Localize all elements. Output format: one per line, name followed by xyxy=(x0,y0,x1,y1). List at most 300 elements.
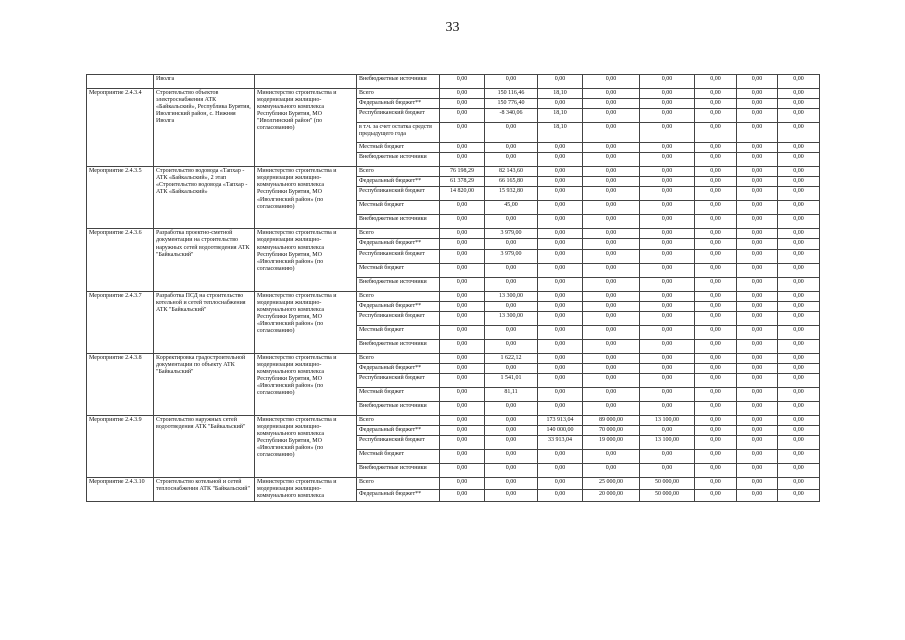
amount-cell: 0,00 xyxy=(695,75,737,89)
funding-source-cell: Федеральный бюджет** xyxy=(357,99,440,109)
amount-cell: 0,00 xyxy=(440,353,485,363)
amount-cell: 61 378,29 xyxy=(440,177,485,187)
amount-cell: 0,00 xyxy=(695,301,737,311)
amount-cell: 0,00 xyxy=(485,215,538,229)
amount-cell: 76 198,29 xyxy=(440,167,485,177)
funding-source-cell: Внебюджетные источники xyxy=(357,277,440,291)
amount-cell: 50 000,00 xyxy=(640,490,695,502)
amount-cell: 0,00 xyxy=(440,291,485,301)
amount-cell: 0,00 xyxy=(737,177,778,187)
amount-cell: 0,00 xyxy=(737,464,778,478)
amount-cell: 0,00 xyxy=(583,325,640,339)
amount-cell: 0,00 xyxy=(640,143,695,153)
amount-cell: 0,00 xyxy=(778,123,820,143)
amount-cell: 0,00 xyxy=(640,387,695,401)
amount-cell: 0,00 xyxy=(440,75,485,89)
table-row xyxy=(87,229,820,239)
amount-cell: 0,00 xyxy=(583,99,640,109)
amount-cell: 0,00 xyxy=(640,339,695,353)
amount-cell: 0,00 xyxy=(440,363,485,373)
amount-cell: 0,00 xyxy=(440,277,485,291)
amount-cell: 0,00 xyxy=(583,89,640,99)
amount-cell: 0,00 xyxy=(778,401,820,415)
amount-cell: 0,00 xyxy=(778,387,820,401)
amount-cell: 0,00 xyxy=(583,249,640,263)
amount-cell: 0,00 xyxy=(538,373,583,387)
measure-name-cell: Корректировка градостроительной документации по объекту АТК "Байкальский" xyxy=(154,353,255,415)
amount-cell: 0,00 xyxy=(440,415,485,425)
amount-cell: 0,00 xyxy=(695,363,737,373)
amount-cell: 0,00 xyxy=(538,464,583,478)
amount-cell: 0,00 xyxy=(440,301,485,311)
amount-cell: 0,00 xyxy=(538,401,583,415)
amount-cell: 0,00 xyxy=(737,89,778,99)
amount-cell: 0,00 xyxy=(778,229,820,239)
amount-cell: 0,00 xyxy=(737,311,778,325)
amount-cell: 0,00 xyxy=(440,249,485,263)
amount-cell: 0,00 xyxy=(538,177,583,187)
amount-cell: 0,00 xyxy=(485,464,538,478)
amount-cell: 0,00 xyxy=(485,415,538,425)
amount-cell: 0,00 xyxy=(440,99,485,109)
amount-cell: 0,00 xyxy=(695,490,737,502)
amount-cell: 0,00 xyxy=(737,75,778,89)
amount-cell: 0,00 xyxy=(737,249,778,263)
amount-cell: 0,00 xyxy=(778,99,820,109)
amount-cell: 0,00 xyxy=(737,415,778,425)
funding-source-cell: Республиканский бюджет xyxy=(357,187,440,201)
amount-cell: 173 913,04 xyxy=(538,415,583,425)
amount-cell: 0,00 xyxy=(440,123,485,143)
amount-cell: 0,00 xyxy=(538,277,583,291)
amount-cell: 18,10 xyxy=(538,109,583,123)
amount-cell: 0,00 xyxy=(485,363,538,373)
amount-cell: 0,00 xyxy=(640,109,695,123)
responsible-cell: Министерство строительства и модернизации жилищно-коммунального комплекса Республики Бурятия, МО «Иволгинский район» (по согласованию) xyxy=(255,167,357,229)
amount-cell: 3 979,00 xyxy=(485,229,538,239)
amount-cell: 0,00 xyxy=(640,167,695,177)
amount-cell: 66 165,80 xyxy=(485,177,538,187)
amount-cell: 0,00 xyxy=(538,229,583,239)
amount-cell: 0,00 xyxy=(778,239,820,249)
amount-cell: 0,00 xyxy=(485,153,538,167)
amount-cell: 0,00 xyxy=(737,339,778,353)
funding-source-cell: Республиканский бюджет xyxy=(357,436,440,450)
amount-cell: 0,00 xyxy=(640,123,695,143)
amount-cell: 0,00 xyxy=(737,277,778,291)
amount-cell: 0,00 xyxy=(737,263,778,277)
funding-source-cell: Республиканский бюджет xyxy=(357,373,440,387)
amount-cell: 0,00 xyxy=(737,239,778,249)
amount-cell: 13 300,00 xyxy=(485,311,538,325)
amount-cell: 0,00 xyxy=(695,291,737,301)
amount-cell: 0,00 xyxy=(778,301,820,311)
amount-cell: 0,00 xyxy=(583,229,640,239)
amount-cell: 0,00 xyxy=(778,311,820,325)
funding-source-cell: Местный бюджет xyxy=(357,263,440,277)
amount-cell: 0,00 xyxy=(440,311,485,325)
amount-cell: 0,00 xyxy=(778,143,820,153)
amount-cell: 0,00 xyxy=(440,373,485,387)
measure-name-cell: Разработка проектно-сметной документации на строительство наружных сетей водоотведения АТК "Байкальский" xyxy=(154,229,255,291)
amount-cell: 0,00 xyxy=(640,99,695,109)
amount-cell: 0,00 xyxy=(737,436,778,450)
amount-cell: 0,00 xyxy=(440,464,485,478)
amount-cell: 0,00 xyxy=(737,425,778,435)
table-row xyxy=(87,291,820,301)
amount-cell: 0,00 xyxy=(778,373,820,387)
amount-cell: 0,00 xyxy=(640,311,695,325)
amount-cell: 0,00 xyxy=(695,249,737,263)
amount-cell: 0,00 xyxy=(640,464,695,478)
amount-cell: 0,00 xyxy=(538,301,583,311)
funding-source-cell: Внебюджетные источники xyxy=(357,339,440,353)
amount-cell: 0,00 xyxy=(583,143,640,153)
amount-cell: 0,00 xyxy=(538,99,583,109)
funding-source-cell: Республиканский бюджет xyxy=(357,109,440,123)
amount-cell: 0,00 xyxy=(695,311,737,325)
amount-cell: 0,00 xyxy=(538,75,583,89)
amount-cell: 19 000,00 xyxy=(583,436,640,450)
amount-cell: 0,00 xyxy=(778,153,820,167)
measure-number-cell: Мероприятие 2.4.3.4 xyxy=(87,89,154,167)
measure-number-cell: Мероприятие 2.4.3.5 xyxy=(87,167,154,229)
amount-cell: 0,00 xyxy=(778,353,820,363)
amount-cell: 0,00 xyxy=(440,325,485,339)
amount-cell: 25 000,00 xyxy=(583,478,640,490)
funding-source-cell: Федеральный бюджет** xyxy=(357,425,440,435)
amount-cell: 0,00 xyxy=(778,277,820,291)
amount-cell: 0,00 xyxy=(640,89,695,99)
amount-cell: 0,00 xyxy=(583,363,640,373)
amount-cell: 0,00 xyxy=(695,387,737,401)
amount-cell: 0,00 xyxy=(778,464,820,478)
amount-cell: 0,00 xyxy=(737,215,778,229)
amount-cell: 0,00 xyxy=(695,373,737,387)
measure-number-cell xyxy=(87,75,154,89)
amount-cell: 18,10 xyxy=(538,123,583,143)
amount-cell: 0,00 xyxy=(583,464,640,478)
table-row xyxy=(87,75,820,89)
measure-number-cell: Мероприятие 2.4.3.8 xyxy=(87,353,154,415)
amount-cell: 0,00 xyxy=(778,263,820,277)
funding-source-cell: Местный бюджет xyxy=(357,450,440,464)
funding-source-cell: Внебюджетные источники xyxy=(357,153,440,167)
amount-cell: 0,00 xyxy=(695,277,737,291)
amount-cell: 0,00 xyxy=(695,123,737,143)
amount-cell: 0,00 xyxy=(440,89,485,99)
funding-source-cell: Федеральный бюджет** xyxy=(357,301,440,311)
amount-cell: 0,00 xyxy=(583,263,640,277)
amount-cell: 0,00 xyxy=(583,301,640,311)
amount-cell: 81,11 xyxy=(485,387,538,401)
amount-cell: 0,00 xyxy=(440,401,485,415)
amount-cell: 0,00 xyxy=(778,478,820,490)
amount-cell: 0,00 xyxy=(640,291,695,301)
amount-cell: 70 000,00 xyxy=(583,425,640,435)
amount-cell: 0,00 xyxy=(737,153,778,167)
responsible-cell: Министерство строительства и модернизации жилищно-коммунального комплекса Республики Бурятия, МО «Иволгинский район» (по согласованию) xyxy=(255,353,357,415)
amount-cell: 0,00 xyxy=(538,187,583,201)
amount-cell: 0,00 xyxy=(583,75,640,89)
amount-cell: 0,00 xyxy=(695,99,737,109)
amount-cell: 0,00 xyxy=(583,109,640,123)
table-row xyxy=(87,353,820,363)
funding-source-cell: Всего xyxy=(357,167,440,177)
amount-cell: 0,00 xyxy=(737,167,778,177)
table-row xyxy=(87,89,820,99)
amount-cell: 0,00 xyxy=(695,239,737,249)
funding-source-cell: Внебюджетные источники xyxy=(357,75,440,89)
amount-cell: 0,00 xyxy=(695,325,737,339)
amount-cell: 0,00 xyxy=(737,401,778,415)
amount-cell: 0,00 xyxy=(695,339,737,353)
amount-cell: 0,00 xyxy=(695,229,737,239)
amount-cell: 0,00 xyxy=(778,215,820,229)
amount-cell: 0,00 xyxy=(778,89,820,99)
funding-source-cell: Федеральный бюджет** xyxy=(357,177,440,187)
measure-number-cell: Мероприятие 2.4.3.7 xyxy=(87,291,154,353)
amount-cell: 0,00 xyxy=(695,109,737,123)
amount-cell: 0,00 xyxy=(538,291,583,301)
funding-source-cell: Всего xyxy=(357,229,440,239)
amount-cell: 0,00 xyxy=(737,201,778,215)
amount-cell: 0,00 xyxy=(640,177,695,187)
funding-source-cell: Всего xyxy=(357,291,440,301)
amount-cell: 0,00 xyxy=(538,167,583,177)
amount-cell: 0,00 xyxy=(778,167,820,177)
funding-source-cell: Внебюджетные источники xyxy=(357,401,440,415)
amount-cell: 0,00 xyxy=(695,153,737,167)
amount-cell: 0,00 xyxy=(695,263,737,277)
amount-cell: 1 541,01 xyxy=(485,373,538,387)
page-number: 33 xyxy=(445,20,460,35)
amount-cell: 0,00 xyxy=(640,373,695,387)
amount-cell: 0,00 xyxy=(583,123,640,143)
amount-cell: 0,00 xyxy=(538,263,583,277)
amount-cell: 0,00 xyxy=(583,239,640,249)
amount-cell: -8 340,06 xyxy=(485,109,538,123)
amount-cell: 0,00 xyxy=(737,143,778,153)
funding-source-cell: Всего xyxy=(357,353,440,363)
funding-source-cell: в т.ч. за счет остатка средств предыдущего года xyxy=(357,123,440,143)
funding-source-cell: Республиканский бюджет xyxy=(357,311,440,325)
responsible-cell: Министерство строительства и модернизации жилищно-коммунального комплекса Республики Бурятия, МО «Иволгинский район» (по согласованию) xyxy=(255,415,357,477)
amount-cell: 0,00 xyxy=(640,75,695,89)
funding-source-cell: Внебюджетные источники xyxy=(357,215,440,229)
amount-cell: 0,00 xyxy=(695,353,737,363)
responsible-cell: Министерство строительства и модернизации жилищно-коммунального комплекса Республики Бурятия, МО "Иволгинский район" (по согласованию) xyxy=(255,89,357,167)
measure-name-cell: Разработка ПСД на строительство котельной и сетей теплоснабжения АТК "Байкальский" xyxy=(154,291,255,353)
amount-cell: 0,00 xyxy=(778,436,820,450)
amount-cell: 0,00 xyxy=(485,325,538,339)
amount-cell: 0,00 xyxy=(485,401,538,415)
amount-cell: 0,00 xyxy=(695,478,737,490)
amount-cell: 0,00 xyxy=(737,109,778,123)
funding-source-cell: Федеральный бюджет** xyxy=(357,363,440,373)
amount-cell: 0,00 xyxy=(640,353,695,363)
amount-cell: 0,00 xyxy=(538,201,583,215)
amount-cell: 0,00 xyxy=(695,450,737,464)
measure-number-cell: Мероприятие 2.4.3.6 xyxy=(87,229,154,291)
amount-cell: 0,00 xyxy=(440,239,485,249)
amount-cell: 0,00 xyxy=(440,387,485,401)
funding-source-cell: Федеральный бюджет** xyxy=(357,239,440,249)
amount-cell: 14 820,00 xyxy=(440,187,485,201)
funding-source-cell: Республиканский бюджет xyxy=(357,249,440,263)
amount-cell: 0,00 xyxy=(440,263,485,277)
funding-source-cell: Всего xyxy=(357,89,440,99)
amount-cell: 0,00 xyxy=(737,325,778,339)
amount-cell: 0,00 xyxy=(538,339,583,353)
amount-cell: 0,00 xyxy=(440,478,485,490)
amount-cell: 0,00 xyxy=(538,387,583,401)
amount-cell: 0,00 xyxy=(737,353,778,363)
amount-cell: 0,00 xyxy=(485,263,538,277)
funding-source-cell: Местный бюджет xyxy=(357,201,440,215)
amount-cell: 0,00 xyxy=(695,201,737,215)
amount-cell: 0,00 xyxy=(583,373,640,387)
amount-cell: 0,00 xyxy=(640,425,695,435)
amount-cell: 0,00 xyxy=(538,143,583,153)
amount-cell: 0,00 xyxy=(737,229,778,239)
amount-cell: 0,00 xyxy=(485,478,538,490)
amount-cell: 15 932,80 xyxy=(485,187,538,201)
amount-cell: 0,00 xyxy=(640,239,695,249)
amount-cell: 0,00 xyxy=(695,167,737,177)
amount-cell: 0,00 xyxy=(695,436,737,450)
amount-cell: 0,00 xyxy=(485,450,538,464)
amount-cell: 0,00 xyxy=(778,201,820,215)
amount-cell: 0,00 xyxy=(440,109,485,123)
amount-cell: 0,00 xyxy=(640,301,695,311)
amount-cell: 0,00 xyxy=(440,229,485,239)
amount-cell: 45,00 xyxy=(485,201,538,215)
amount-cell: 0,00 xyxy=(440,450,485,464)
amount-cell: 0,00 xyxy=(583,339,640,353)
amount-cell: 140 000,00 xyxy=(538,425,583,435)
amount-cell: 0,00 xyxy=(695,215,737,229)
amount-cell: 0,00 xyxy=(640,249,695,263)
amount-cell: 0,00 xyxy=(485,123,538,143)
amount-cell: 0,00 xyxy=(538,311,583,325)
amount-cell: 0,00 xyxy=(737,490,778,502)
amount-cell: 0,00 xyxy=(737,123,778,143)
amount-cell: 0,00 xyxy=(440,215,485,229)
measure-name-cell: Строительство объектов электроснабжения АТК «Байкальский», Республика Бурятия, Иволгинский район, с. Нижняя Иволга xyxy=(154,89,255,167)
amount-cell: 0,00 xyxy=(485,436,538,450)
funding-source-cell: Внебюджетные источники xyxy=(357,464,440,478)
amount-cell: 0,00 xyxy=(640,450,695,464)
amount-cell: 0,00 xyxy=(778,425,820,435)
amount-cell: 89 000,00 xyxy=(583,415,640,425)
amount-cell: 0,00 xyxy=(778,291,820,301)
amount-cell: 50 000,00 xyxy=(640,478,695,490)
amount-cell: 0,00 xyxy=(640,263,695,277)
amount-cell: 0,00 xyxy=(538,153,583,167)
measure-number-cell: Мероприятие 2.4.3.9 xyxy=(87,415,154,477)
amount-cell: 0,00 xyxy=(440,425,485,435)
amount-cell: 0,00 xyxy=(640,153,695,167)
funding-source-cell: Местный бюджет xyxy=(357,387,440,401)
amount-cell: 0,00 xyxy=(440,339,485,353)
amount-cell: 0,00 xyxy=(538,450,583,464)
amount-cell: 0,00 xyxy=(538,239,583,249)
amount-cell: 82 143,60 xyxy=(485,167,538,177)
amount-cell: 0,00 xyxy=(695,177,737,187)
amount-cell: 0,00 xyxy=(583,167,640,177)
amount-cell: 0,00 xyxy=(778,363,820,373)
amount-cell: 0,00 xyxy=(485,239,538,249)
amount-cell: 0,00 xyxy=(538,490,583,502)
measure-name-cell: Иволга xyxy=(154,75,255,89)
table-row xyxy=(87,478,820,490)
amount-cell: 0,00 xyxy=(778,415,820,425)
amount-cell: 0,00 xyxy=(440,490,485,502)
funding-source-cell: Федеральный бюджет** xyxy=(357,490,440,502)
amount-cell: 0,00 xyxy=(583,353,640,363)
amount-cell: 0,00 xyxy=(440,201,485,215)
measure-number-cell: Мероприятие 2.4.3.10 xyxy=(87,478,154,502)
amount-cell: 0,00 xyxy=(583,291,640,301)
amount-cell: 0,00 xyxy=(695,89,737,99)
amount-cell: 0,00 xyxy=(538,353,583,363)
amount-cell: 0,00 xyxy=(485,277,538,291)
amount-cell: 0,00 xyxy=(440,436,485,450)
amount-cell: 0,00 xyxy=(640,215,695,229)
amount-cell: 0,00 xyxy=(640,401,695,415)
amount-cell: 0,00 xyxy=(538,249,583,263)
amount-cell: 3 979,00 xyxy=(485,249,538,263)
amount-cell: 13 300,00 xyxy=(485,291,538,301)
amount-cell: 0,00 xyxy=(737,363,778,373)
table-row xyxy=(87,415,820,425)
amount-cell: 0,00 xyxy=(778,339,820,353)
amount-cell: 0,00 xyxy=(440,153,485,167)
amount-cell: 0,00 xyxy=(695,401,737,415)
amount-cell: 0,00 xyxy=(737,291,778,301)
measure-name-cell: Строительство котельной и сетей теплоснабжения АТК "Байкальский" xyxy=(154,478,255,502)
amount-cell: 18,10 xyxy=(538,89,583,99)
amount-cell: 0,00 xyxy=(583,187,640,201)
amount-cell: 0,00 xyxy=(583,153,640,167)
funding-source-cell: Всего xyxy=(357,478,440,490)
responsible-cell xyxy=(255,75,357,89)
amount-cell: 0,00 xyxy=(583,177,640,187)
amount-cell: 20 000,00 xyxy=(583,490,640,502)
amount-cell: 0,00 xyxy=(778,249,820,263)
amount-cell: 0,00 xyxy=(737,478,778,490)
amount-cell: 0,00 xyxy=(695,415,737,425)
table-row xyxy=(87,167,820,177)
amount-cell: 0,00 xyxy=(778,109,820,123)
amount-cell: 0,00 xyxy=(485,425,538,435)
responsible-cell: Министерство строительства и модернизации жилищно-коммунального комплекса Республики Бурятия, МО «Иволгинский район» (по согласованию) xyxy=(255,229,357,291)
amount-cell: 0,00 xyxy=(778,490,820,502)
amount-cell: 0,00 xyxy=(640,277,695,291)
amount-cell: 13 100,00 xyxy=(640,415,695,425)
amount-cell: 0,00 xyxy=(583,277,640,291)
amount-cell: 150 116,46 xyxy=(485,89,538,99)
amount-cell: 33 913,04 xyxy=(538,436,583,450)
amount-cell: 0,00 xyxy=(538,363,583,373)
amount-cell: 0,00 xyxy=(485,301,538,311)
amount-cell: 150 776,40 xyxy=(485,99,538,109)
responsible-cell: Министерство строительства и модернизации жилищно-коммунального комплекса Республики Бурятия, МО «Иволгинский район» (по согласованию) xyxy=(255,291,357,353)
amount-cell: 0,00 xyxy=(778,450,820,464)
amount-cell: 0,00 xyxy=(583,311,640,325)
amount-cell: 0,00 xyxy=(695,143,737,153)
